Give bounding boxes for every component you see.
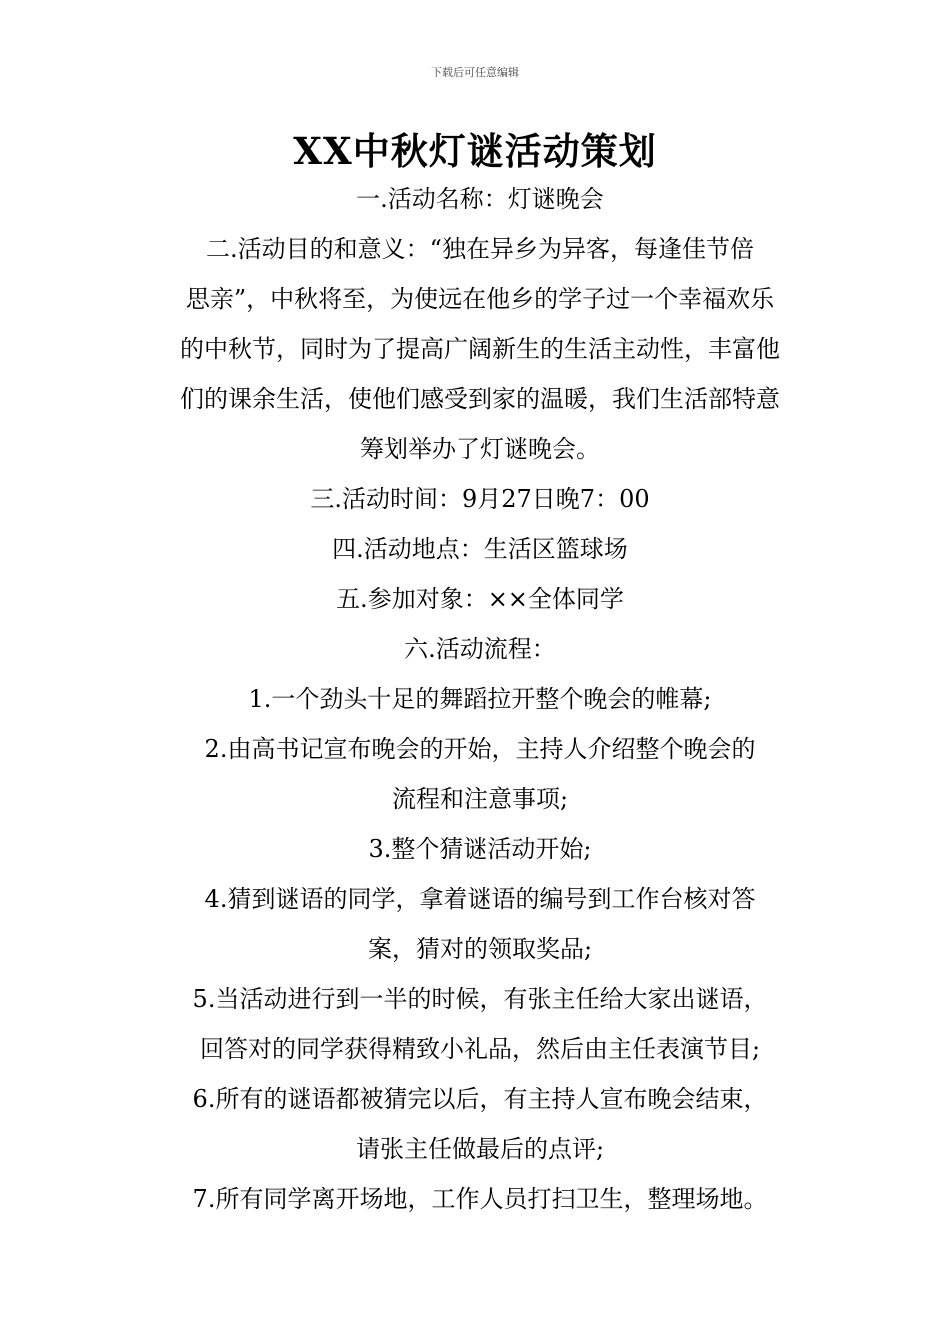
header-note: 下载后可任意编辑 <box>431 66 519 79</box>
process-heading: 六.活动流程： <box>404 635 556 663</box>
activity-time-line: 三.活动时间：9月27日晚7：00 <box>310 485 650 513</box>
purpose-line-2: 思亲”，中秋将至，为使远在他乡的学子过一个幸福欢乐 <box>185 285 775 313</box>
process-step-6-line-1: 6.所有的谜语都被猜完以后，有主持人宣布晚会结束， <box>192 1085 768 1113</box>
purpose-line-5: 筹划举办了灯谜晚会。 <box>360 435 600 463</box>
process-step-2-line-2: 流程和注意事项; <box>391 785 569 813</box>
process-step-7: 7.所有同学离开场地，工作人员打扫卫生，整理场地。 <box>192 1185 768 1213</box>
process-step-4-line-1: 4.猜到谜语的同学，拿着谜语的编号到工作台核对答 <box>204 885 756 913</box>
process-step-1: 1.一个劲头十足的舞蹈拉开整个晚会的帷幕; <box>248 685 712 713</box>
document-body <box>150 174 810 1224</box>
purpose-line-4: 们的课余生活，使他们感受到家的温暖，我们生活部特意 <box>180 385 780 413</box>
process-step-5-line-1: 5.当活动进行到一半的时候，有张主任给大家出谜语， <box>192 985 768 1013</box>
document-title: XX中秋灯谜活动策划 <box>293 129 657 173</box>
process-step-5-line-2: 回答对的同学获得精致小礼品，然后由主任表演节目; <box>199 1035 761 1063</box>
process-step-4-line-2: 案，猜对的领取奖品; <box>367 935 593 963</box>
activity-location-line: 四.活动地点：生活区篮球场 <box>332 535 628 563</box>
purpose-line-1: 二.活动目的和意义：“独在异乡为异客，每逢佳节倍 <box>206 235 754 263</box>
participants-line: 五.参加对象：××全体同学 <box>336 585 624 613</box>
activity-name-line: 一.活动名称：灯谜晚会 <box>356 185 604 213</box>
process-step-2-line-1: 2.由高书记宣布晚会的开始，主持人介绍整个晚会的 <box>204 735 756 763</box>
process-step-6-line-2: 请张主任做最后的点评; <box>355 1135 605 1163</box>
process-step-3: 3.整个猜谜活动开始; <box>368 835 592 863</box>
purpose-line-3: 的中秋节，同时为了提高广阔新生的生活主动性，丰富他 <box>180 335 780 363</box>
